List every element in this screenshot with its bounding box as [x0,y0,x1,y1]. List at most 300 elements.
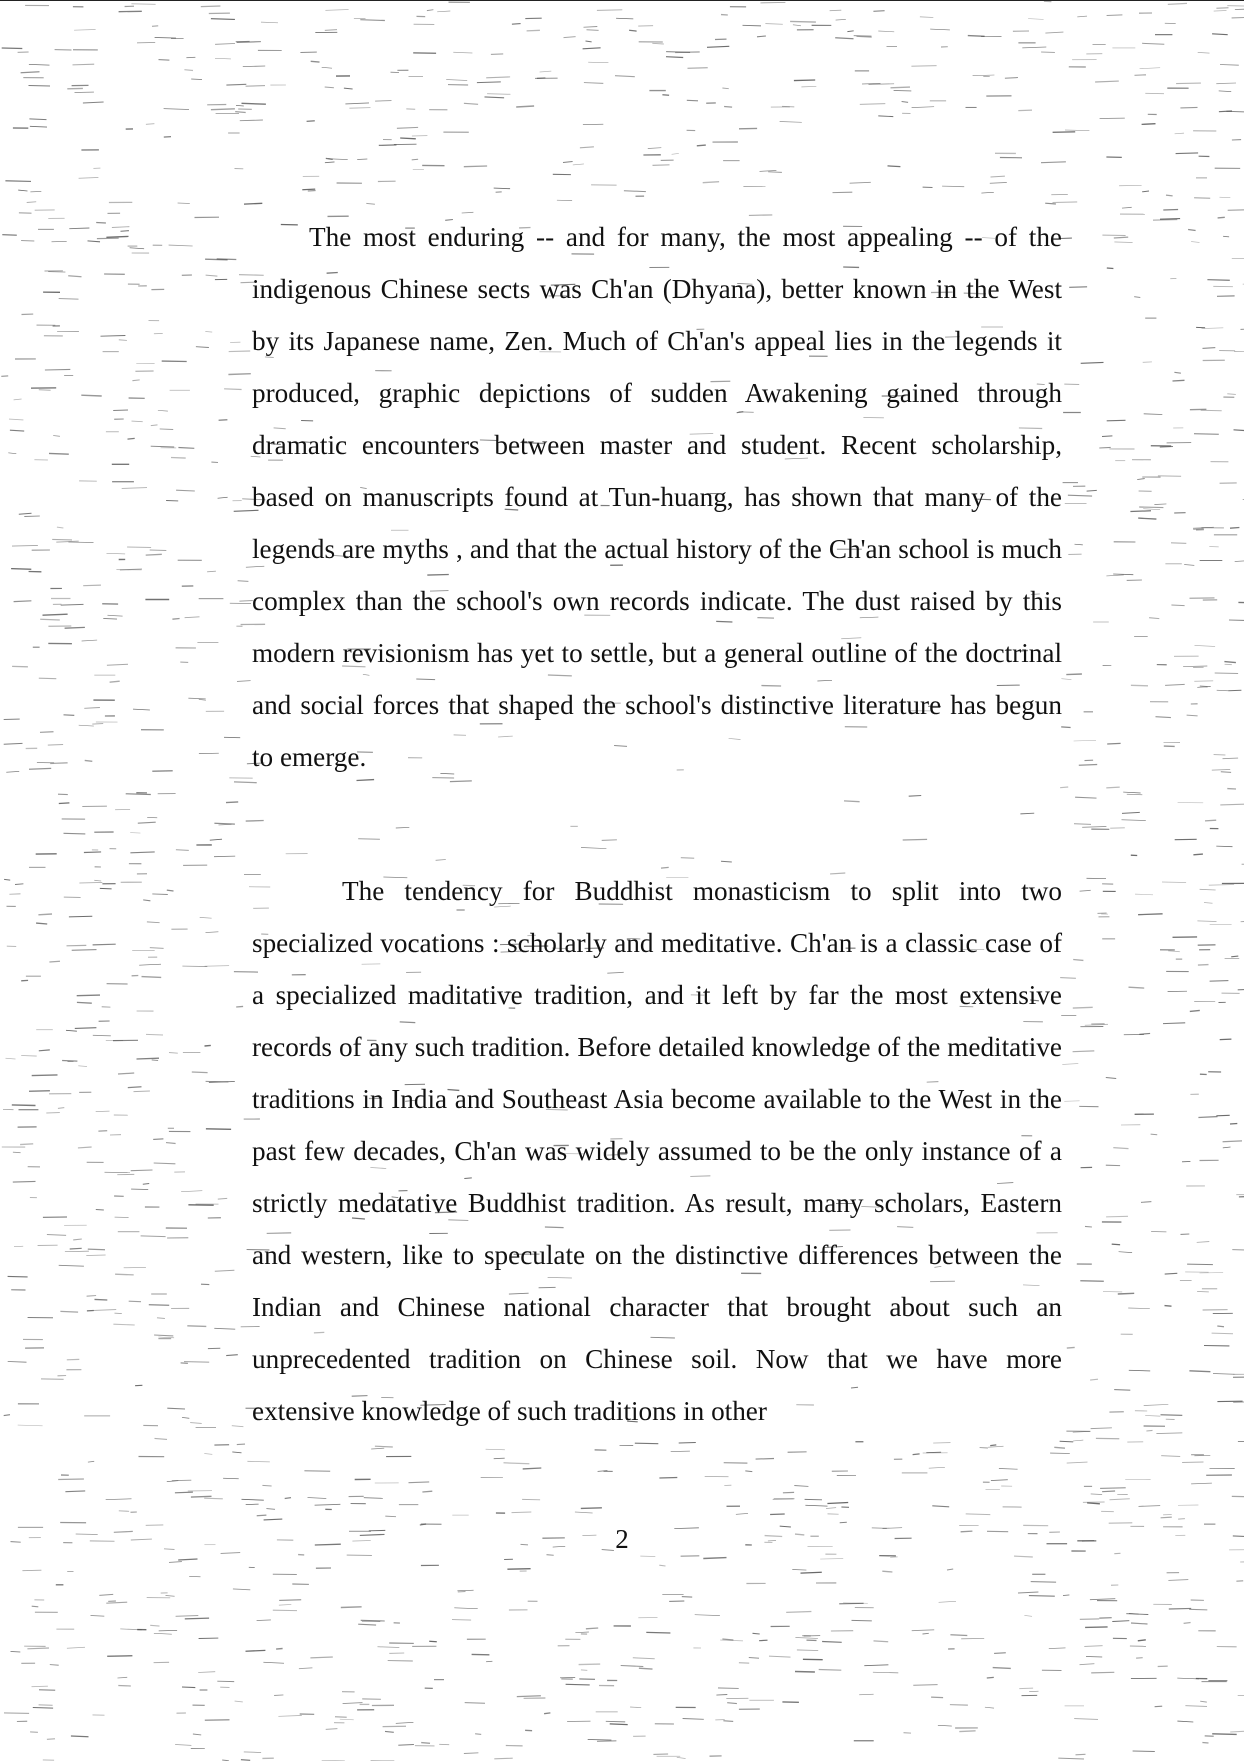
noise-dash [1146,1430,1152,1431]
noise-dash [1171,605,1184,606]
noise-dash [201,6,221,7]
noise-dash [1235,561,1244,562]
noise-dash [749,1658,759,1659]
noise-dash [224,389,242,390]
noise-dash [1029,1596,1055,1597]
noise-dash [847,31,853,32]
noise-dash [1099,447,1110,448]
noise-dash [190,1423,202,1424]
noise-dash [512,24,521,25]
noise-dash [990,1445,996,1446]
noise-dash [504,1463,530,1464]
noise-dash [358,1624,376,1625]
noise-dash [1158,476,1181,477]
noise-dash [938,1725,952,1726]
noise-dash [1197,1242,1210,1243]
noise-dash [1138,1640,1146,1641]
noise-dash [1143,509,1160,510]
noise-dash [1220,197,1231,198]
noise-dash [1223,758,1239,759]
noise-dash [8,1362,27,1363]
noise-dash [1191,242,1199,243]
noise-dash [753,1633,760,1634]
noise-dash [516,106,534,107]
noise-dash [648,148,662,149]
noise-dash [154,1633,172,1634]
noise-dash [1137,479,1145,480]
noise-dash [235,1701,243,1702]
noise-dash [215,44,235,45]
noise-dash [100,888,112,889]
noise-dash [345,103,369,104]
noise-dash [106,1602,127,1603]
noise-dash [142,977,162,978]
noise-dash [422,1491,432,1492]
noise-dash [160,429,174,430]
noise-dash [942,186,964,187]
noise-dash [1142,124,1156,125]
noise-dash [494,1758,512,1759]
noise-dash [1189,1609,1207,1610]
noise-dash [586,41,592,42]
noise-dash [909,796,922,797]
noise-dash [624,191,646,192]
noise-dash [1205,820,1216,821]
noise-dash [1106,787,1119,788]
noise-dash [1073,1007,1093,1008]
noise-dash [110,681,120,682]
noise-dash [446,80,467,81]
noise-dash [1022,47,1046,48]
noise-dash [653,165,670,166]
noise-dash [1210,981,1229,982]
noise-dash [29,768,51,769]
noise-dash [175,1492,193,1493]
noise-dash [1085,1627,1108,1628]
noise-dash [1073,1051,1095,1052]
noise-dash [544,1713,550,1714]
noise-dash [1218,217,1225,218]
noise-dash [119,340,127,341]
noise-dash [793,25,801,26]
noise-dash [805,1505,827,1506]
noise-dash [266,1509,275,1510]
noise-dash [671,1451,690,1452]
noise-dash [1232,1250,1244,1251]
noise-dash [610,1724,628,1725]
noise-dash [573,164,584,165]
noise-dash [990,183,1007,184]
noise-dash [94,880,101,881]
noise-dash [991,1480,1008,1481]
noise-dash [581,1670,587,1671]
noise-dash [6,1058,16,1059]
noise-dash [1230,528,1239,529]
noise-dash [864,1665,888,1666]
noise-dash [1165,1306,1172,1307]
noise-dash [830,10,842,11]
noise-dash [60,1311,78,1312]
noise-dash [47,1235,66,1236]
noise-dash [1180,107,1197,108]
noise-dash [724,107,732,108]
noise-dash [84,852,101,853]
noise-dash [827,1503,848,1504]
noise-dash [679,1443,696,1444]
noise-dash [184,70,193,71]
noise-dash [646,1632,670,1633]
noise-dash [58,1479,84,1480]
noise-dash [933,1443,950,1444]
noise-dash [722,88,728,89]
noise-dash [1084,1646,1102,1647]
noise-dash [635,1443,659,1444]
noise-dash [1160,219,1180,220]
noise-dash [38,914,52,915]
noise-dash [191,1496,212,1497]
noise-dash [49,961,60,962]
noise-dash [695,1615,720,1616]
noise-dash [79,725,94,726]
noise-dash [86,1255,105,1256]
noise-dash [226,1355,238,1356]
noise-dash [716,1695,727,1696]
noise-dash [398,1745,414,1746]
noise-dash [375,1446,393,1447]
noise-dash [994,1653,1006,1654]
noise-dash [159,1630,177,1631]
noise-dash [204,1498,223,1499]
noise-dash [79,883,102,884]
noise-dash [93,1310,116,1311]
noise-dash [152,1060,158,1061]
noise-dash [96,223,106,224]
noise-dash [45,369,70,370]
noise-dash [73,64,95,65]
noise-dash [279,1604,291,1605]
noise-dash [77,1002,92,1003]
noise-dash [1020,813,1034,814]
noise-dash [218,1198,227,1199]
noise-dash [1122,820,1146,821]
noise-dash [639,1668,653,1669]
noise-dash [4,743,23,744]
noise-dash [68,276,81,277]
noise-dash [794,80,815,81]
noise-dash [1216,83,1236,84]
noise-dash [1060,1441,1074,1442]
noise-dash [147,922,160,923]
noise-dash [39,1050,50,1051]
noise-dash [987,1677,994,1678]
noise-dash [981,192,993,193]
noise-dash [1213,1374,1234,1375]
noise-dash [132,421,143,422]
noise-dash [1234,430,1244,431]
noise-dash [1234,351,1244,352]
noise-dash [242,1499,264,1500]
noise-dash [1193,529,1204,530]
noise-dash [584,83,603,84]
noise-dash [672,153,679,154]
noise-dash [1219,111,1232,112]
noise-dash [464,1753,479,1754]
noise-dash [18,190,27,191]
noise-dash [29,64,50,65]
noise-dash [73,1239,82,1240]
noise-dash [1219,91,1232,92]
noise-dash [149,1305,169,1306]
noise-dash [274,1695,283,1696]
noise-dash [1018,110,1032,111]
noise-dash [1074,824,1091,825]
noise-dash [1162,882,1186,883]
noise-dash [584,27,598,28]
noise-dash [1075,797,1096,798]
noise-dash [29,1091,50,1092]
noise-dash [1139,507,1163,508]
noise-dash [61,604,84,605]
noise-dash [1080,1619,1099,1620]
noise-dash [341,1607,362,1608]
noise-dash [192,1072,208,1073]
noise-dash [276,1649,283,1650]
noise-dash [91,1615,105,1616]
noise-dash [675,52,700,53]
noise-dash [1068,495,1092,496]
noise-dash [659,1565,665,1566]
noise-dash [1195,645,1216,646]
noise-dash [1204,903,1213,904]
noise-dash [486,77,510,78]
noise-dash [723,1721,733,1722]
noise-dash [1019,1688,1033,1689]
noise-dash [27,202,37,203]
noise-dash [191,79,202,80]
noise-dash [12,1105,36,1106]
noise-dash [14,1246,23,1247]
noise-dash [238,581,249,582]
noise-dash [1216,846,1232,847]
noise-dash [214,1328,235,1329]
noise-dash [1073,1440,1083,1441]
noise-dash [1045,203,1056,204]
page-number: 2 [0,1519,1244,1559]
noise-dash [131,4,155,5]
noise-dash [1130,511,1151,512]
noise-dash [1190,1010,1200,1011]
noise-dash [107,664,128,665]
noise-dash [206,932,219,933]
noise-dash [1131,1623,1148,1624]
noise-dash [1221,772,1231,773]
noise-dash [494,1458,505,1459]
noise-dash [929,1467,945,1468]
noise-dash [1107,420,1126,421]
noise-dash [563,162,573,163]
noise-dash [14,601,32,602]
noise-dash [244,1752,261,1753]
noise-dash [185,1618,209,1619]
noise-dash [1061,727,1070,728]
noise-dash [134,1091,150,1092]
noise-dash [39,1690,55,1691]
noise-dash [196,347,209,348]
noise-dash [912,107,935,108]
noise-dash [819,1670,842,1671]
noise-dash [1220,65,1239,66]
noise-dash [385,1516,396,1517]
noise-dash [72,950,97,951]
noise-dash [769,1656,791,1657]
noise-dash [683,1719,704,1720]
noise-dash [1069,287,1087,288]
noise-dash [759,1640,767,1641]
noise-dash [204,1454,212,1455]
noise-dash [579,1664,601,1665]
noise-dash [903,839,927,840]
noise-dash [205,1045,211,1046]
noise-dash [911,66,936,67]
noise-dash [13,1181,36,1182]
noise-dash [1090,1379,1098,1380]
noise-dash [146,1034,163,1035]
noise-dash [1119,1252,1133,1253]
noise-dash [79,178,99,179]
noise-dash [1067,1347,1075,1348]
noise-dash [782,106,794,107]
noise-dash [343,1703,363,1704]
noise-dash [166,1596,175,1597]
noise-dash [152,26,158,27]
noise-dash [923,1633,929,1634]
noise-dash [465,1703,485,1704]
noise-dash [792,1570,806,1571]
noise-dash [308,1498,327,1499]
noise-dash [1168,1580,1188,1581]
noise-dash [662,95,669,96]
noise-dash [703,182,719,183]
noise-dash [153,1139,163,1140]
noise-dash [930,29,950,30]
noise-dash [242,103,266,104]
noise-dash [507,1569,530,1570]
noise-dash [344,88,353,89]
noise-dash [786,1612,811,1613]
noise-dash [464,103,478,104]
noise-dash [494,188,510,189]
noise-dash [1212,770,1230,771]
noise-dash [659,1478,677,1479]
noise-dash [882,1571,892,1572]
noise-dash [103,618,117,619]
noise-dash [1085,1024,1108,1025]
noise-dash [540,71,552,72]
noise-dash [396,1722,414,1723]
noise-dash [59,803,70,804]
noise-dash [727,1703,737,1704]
noise-dash [780,122,802,123]
noise-dash [1165,1273,1178,1274]
noise-dash [137,1058,160,1059]
noise-dash [721,861,732,862]
noise-dash [146,554,162,555]
noise-dash [1136,1658,1143,1659]
noise-dash [237,1444,245,1445]
noise-dash [41,1379,64,1380]
noise-dash [29,119,46,120]
noise-dash [74,30,96,31]
noise-dash [1076,1754,1086,1755]
noise-dash [1207,280,1229,281]
noise-dash [1113,1148,1128,1149]
noise-dash [143,900,150,901]
noise-dash [218,497,228,498]
noise-dash [12,545,38,546]
noise-dash [159,60,170,61]
noise-dash [409,1482,430,1483]
noise-dash [178,448,194,449]
noise-dash [1080,890,1091,891]
noise-dash [1134,297,1140,298]
noise-dash [1239,1196,1244,1197]
noise-dash [939,1601,956,1602]
noise-dash [1149,618,1159,619]
noise-dash [743,25,762,26]
noise-dash [326,1729,338,1730]
noise-dash [1166,195,1173,196]
noise-dash [40,732,54,733]
noise-dash [214,823,235,824]
noise-dash [30,126,47,127]
noise-dash [457,1590,473,1591]
noise-dash [233,1589,250,1590]
noise-dash [322,67,332,68]
noise-dash [155,37,176,38]
noise-dash [278,1716,301,1717]
noise-dash [873,1672,898,1673]
noise-dash [84,708,100,709]
noise-dash [1163,210,1178,211]
noise-dash [131,1170,153,1171]
noise-dash [894,90,912,91]
noise-dash [427,10,434,11]
noise-dash [1145,1415,1160,1416]
noise-dash [88,1249,105,1250]
noise-dash [1100,1488,1126,1489]
noise-dash [421,1743,430,1744]
noise-dash [129,1301,141,1302]
noise-dash [215,1270,235,1271]
noise-dash [1154,504,1166,505]
noise-dash [795,1672,815,1673]
noise-dash [185,617,200,618]
noise-dash [968,36,985,37]
noise-dash [1139,1033,1150,1034]
noise-dash [158,1337,174,1338]
noise-dash [246,1504,259,1505]
noise-dash [1106,1078,1116,1079]
noise-dash [349,108,370,109]
noise-dash [1123,792,1140,793]
noise-dash [32,1686,48,1687]
noise-dash [182,1687,195,1688]
noise-dash [70,1248,82,1249]
noise-dash [1114,1390,1130,1391]
noise-dash [1189,1371,1210,1372]
noise-dash [167,1408,185,1409]
noise-dash [1238,1441,1244,1442]
